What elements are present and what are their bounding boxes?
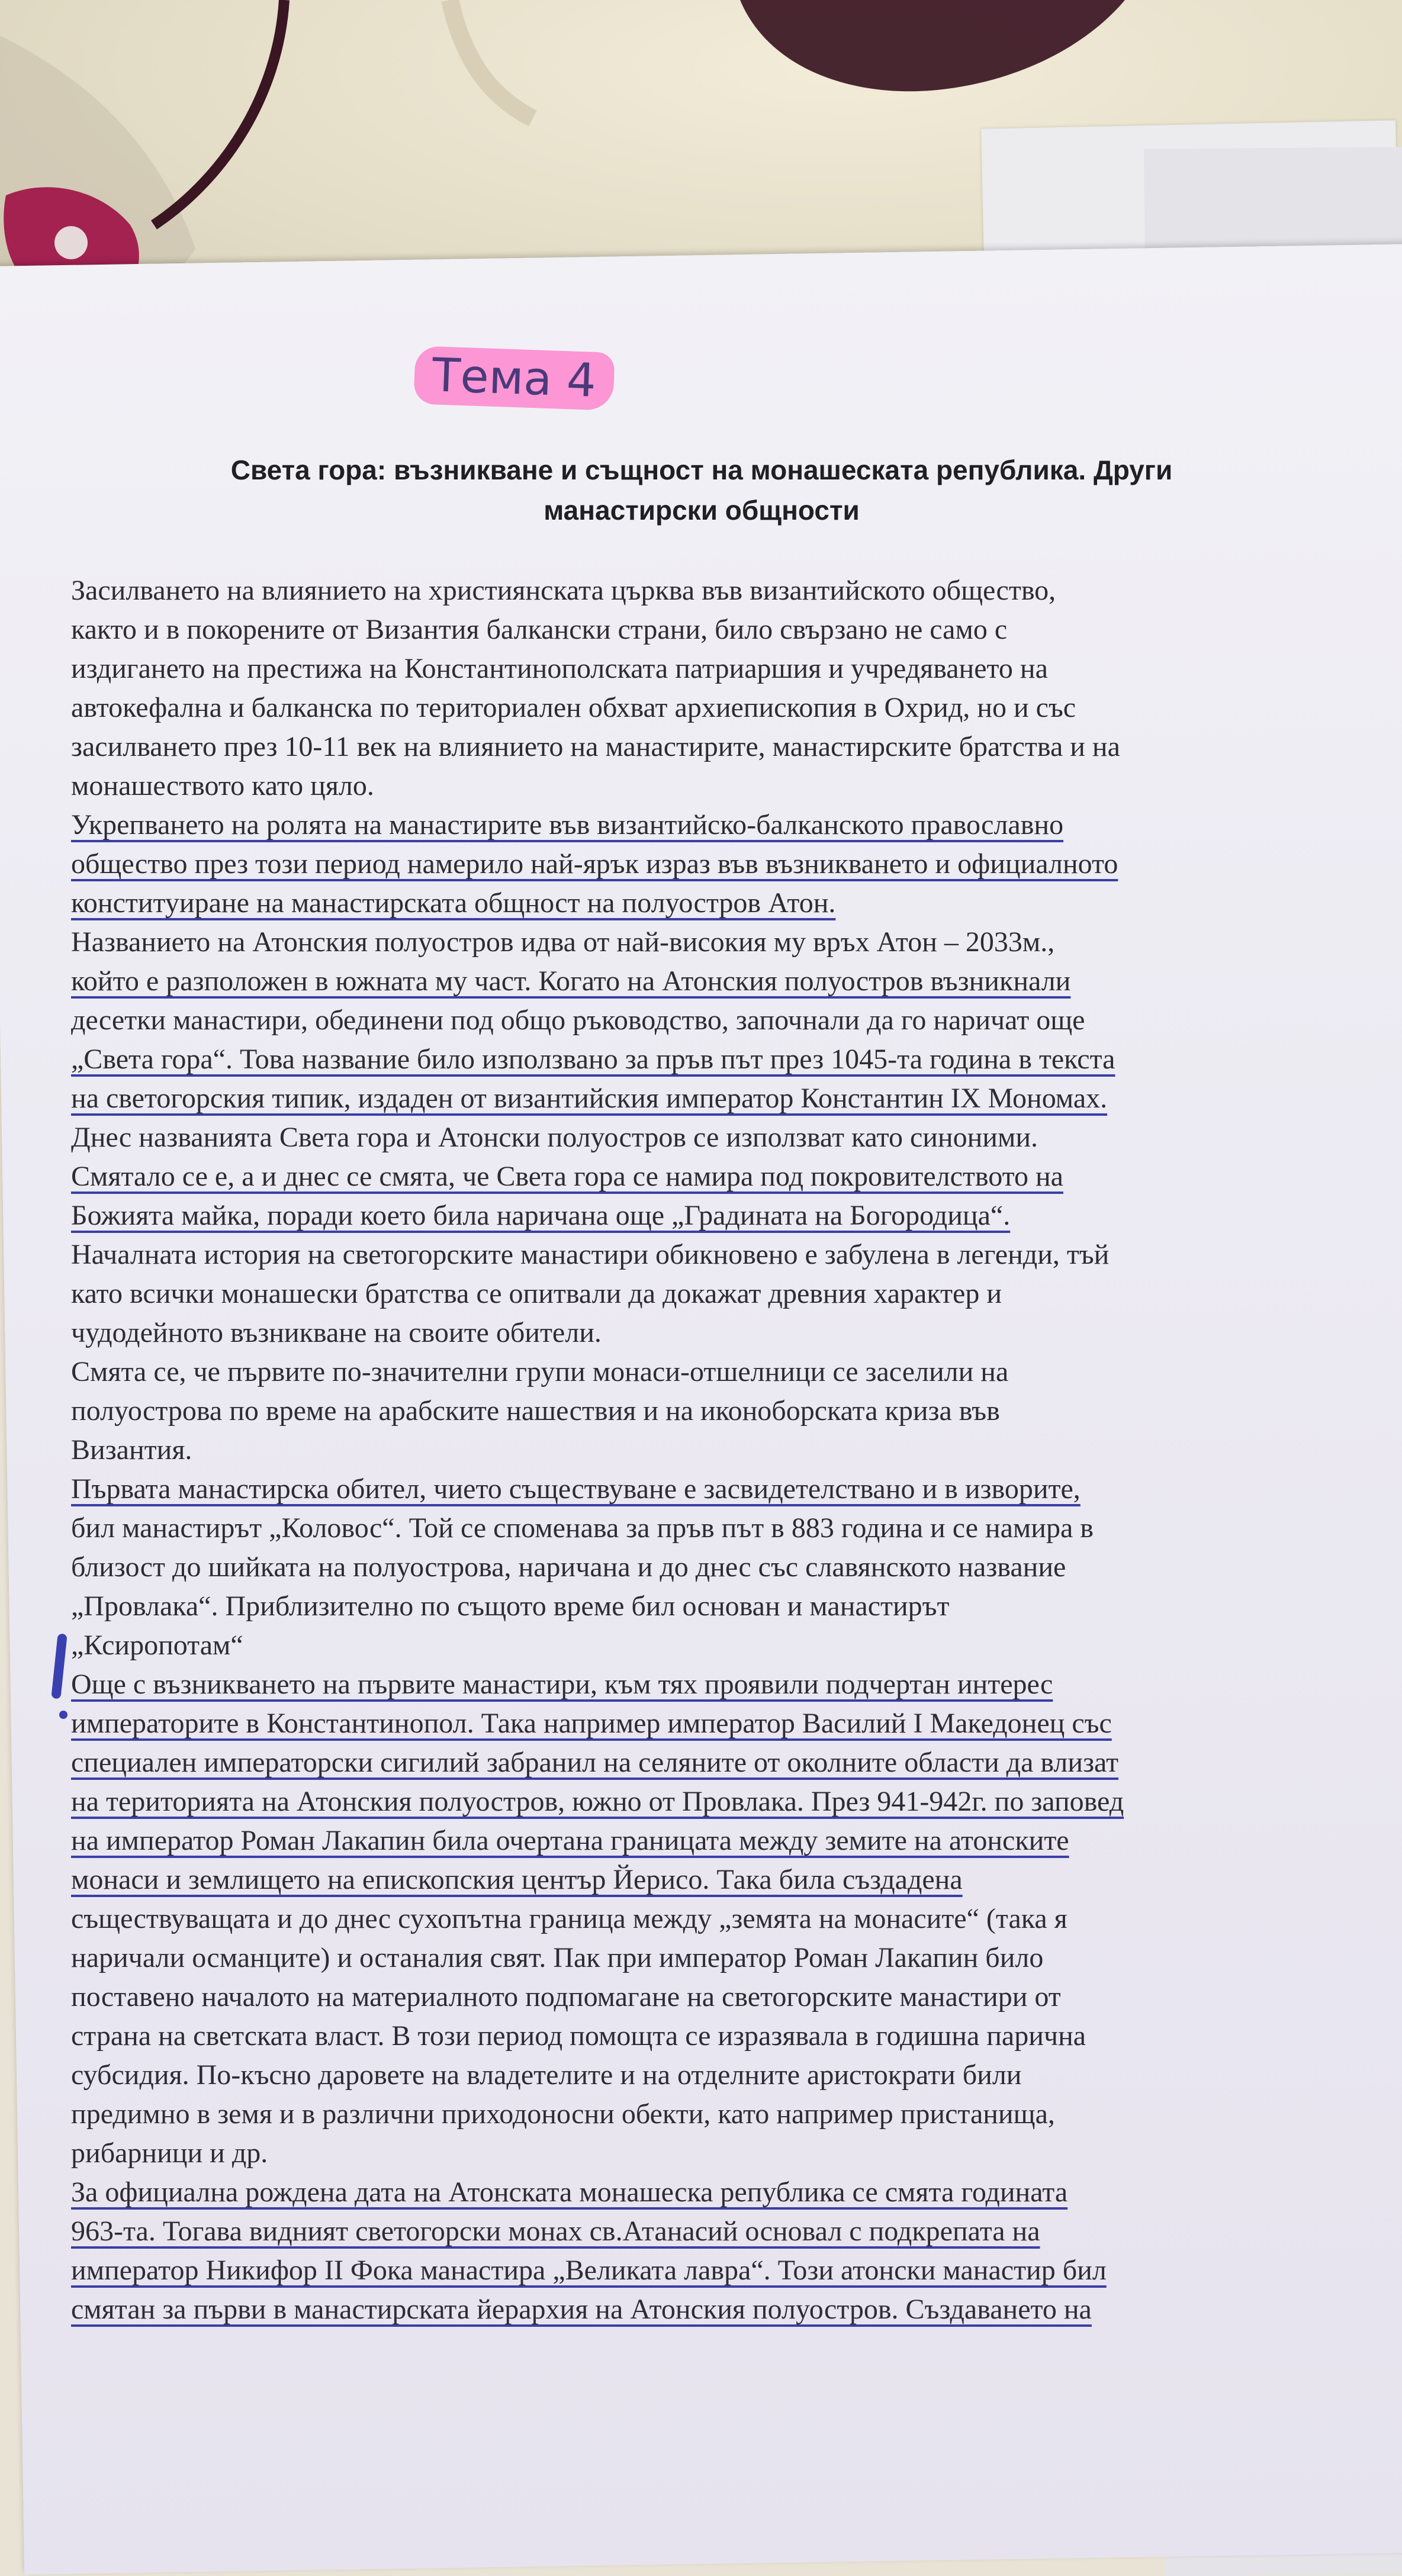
body-line: Смята се, че първите по-значителни групи монаси-отшелници се заселили на (71, 1356, 1009, 1387)
body-line: близост до шийката на полуострова, наричана и до днес със славянското название (71, 1551, 1066, 1583)
body-line: Днес названията Света гора и Атонски полуостров се използват като синоними. (71, 1122, 1038, 1153)
body-line: Първата манастирска обител, чието съществуване е засвидетелствано и в изворите, (71, 1473, 1081, 1505)
document-title (118, 450, 1285, 530)
body-line: 963-та. Тогава видният светогорски монах св.Атанасий основал с подкрепата на (71, 2216, 1040, 2247)
body-line: „Света гора“. Това название било използвано за пръв път през 1045-та година в текста (71, 1044, 1115, 1075)
body-line: който е разположен в южната му част. Когато на Атонския полуостров възникнали (71, 965, 1071, 997)
body-line: Укрепването на ролята на манастирите във византийско-балканското православно (71, 809, 1064, 841)
body-line: Още с възникването на първите манастири, към тях проявили подчертан интерес (71, 1669, 1053, 1700)
body-line: съществуващата и до днес сухопътна граница между „земята на монасите“ (така я (71, 1903, 1067, 1934)
body-line: За официална рождена дата на Атонската монашеска република се смята годината (71, 2176, 1068, 2208)
body-line: на светогорския типик, издаден от византийския император Константин IX Мономах. (71, 1083, 1108, 1114)
body-line: „Ксиропотам“ (71, 1630, 243, 1661)
body-line: субсидия. По-късно даровете на владетелите и на отделните аристократи били (71, 2059, 1022, 2091)
body-line: като всички монашески братства се опитвали да докажат древния характер и (71, 1278, 1002, 1309)
body-line: специален императорски сигилий забранил на селяните от околните области да влизат (71, 1747, 1119, 1778)
body-line: на територията на Атонския полуостров, южно от Провлака. През 941-942г. по заповед (71, 1786, 1124, 1817)
body-line: Византия. (71, 1434, 192, 1466)
handwritten-topic-label: Тема 4 (413, 346, 615, 411)
body-line: Божията майка, поради което била наричана още „Градината на Богородица“. (71, 1200, 1011, 1231)
title-line: манастирски общности (544, 495, 860, 526)
body-line: Началната история на светогорските манастири обикновено е забулена в легенди, тъй (71, 1239, 1110, 1270)
body-line: императорите в Константинопол. Така например император Василий I Македонец със (71, 1708, 1112, 1739)
body-line: бил манастирът „Коловос“. Той се споменава за пръв път в 883 година и се намира в (71, 1512, 1094, 1544)
body-line: смятан за първи в манастирската йерархия на Атонския полуостров. Създаването на (71, 2294, 1092, 2325)
exclamation-dot-icon (59, 1711, 67, 1719)
body-line: монаси и землището на епископския център Йерисо. Така била създадена (71, 1864, 963, 1895)
body-line: полуострова по време на арабските нашествия и на иконоборската криза във (71, 1395, 1000, 1427)
body-line: рибарници и др. (71, 2137, 268, 2169)
body-line: Засилването на влиянието на християнската църква във византийското общество, (71, 575, 1056, 606)
body-line: както и в покорените от Византия балкански страни, било свързано не само с (71, 614, 1008, 645)
body-line: чудодейното възникване на своите обители. (71, 1317, 602, 1348)
body-line: поставено началото на материалното подпомагане на светогорските манастири от (71, 1981, 1061, 2012)
body-line: общество през този период намерило най-ярък израз във възникването и официалното (71, 848, 1118, 880)
body-line: монашеството като цяло. (71, 770, 374, 801)
body-line: десетки манастири, обединени под общо ръководство, започнали да го наричат още (71, 1004, 1085, 1036)
title-line: Света гора: възникване и същност на монашеската република. Други (230, 455, 1173, 485)
document-body (71, 571, 1350, 2329)
body-line: наричали османците) и останалия свят. Пак при император Роман Лакапин било (71, 1942, 1044, 1973)
body-line: на император Роман Лакапин била очертана границата между земите на атонските (71, 1825, 1069, 1856)
body-line: предимно в земя и в различни приходоносни обекти, като например пристанища, (71, 2098, 1055, 2130)
body-line: Смятало се е, а и днес се смята, че Света гора се намира под покровителството на (71, 1161, 1063, 1192)
body-line: конституиране на манастирската общност на полуостров Атон. (71, 887, 836, 919)
body-line: засилването през 10-11 век на влиянието на манастирите, манастирските братства и на (71, 731, 1120, 762)
body-line: Названието на Атонския полуостров идва от най-високия му връх Атон – 2033м., (71, 926, 1055, 958)
body-line: император Никифор II Фока манастира „Великата лавра“. Този атонски манастир бил (71, 2255, 1107, 2286)
body-line: „Провлака“. Приблизително по същото време бил основан и манастирът (71, 1590, 950, 1622)
body-line: издигането на престижа на Константинополската патриаршия и учредяването на (71, 653, 1048, 684)
body-line: страна на светската власт. В този период помощта се изразявала в годишна парична (71, 2020, 1086, 2052)
body-line: автокефална и балканска по териториален обхват архиепископия в Охрид, но и със (71, 692, 1076, 723)
